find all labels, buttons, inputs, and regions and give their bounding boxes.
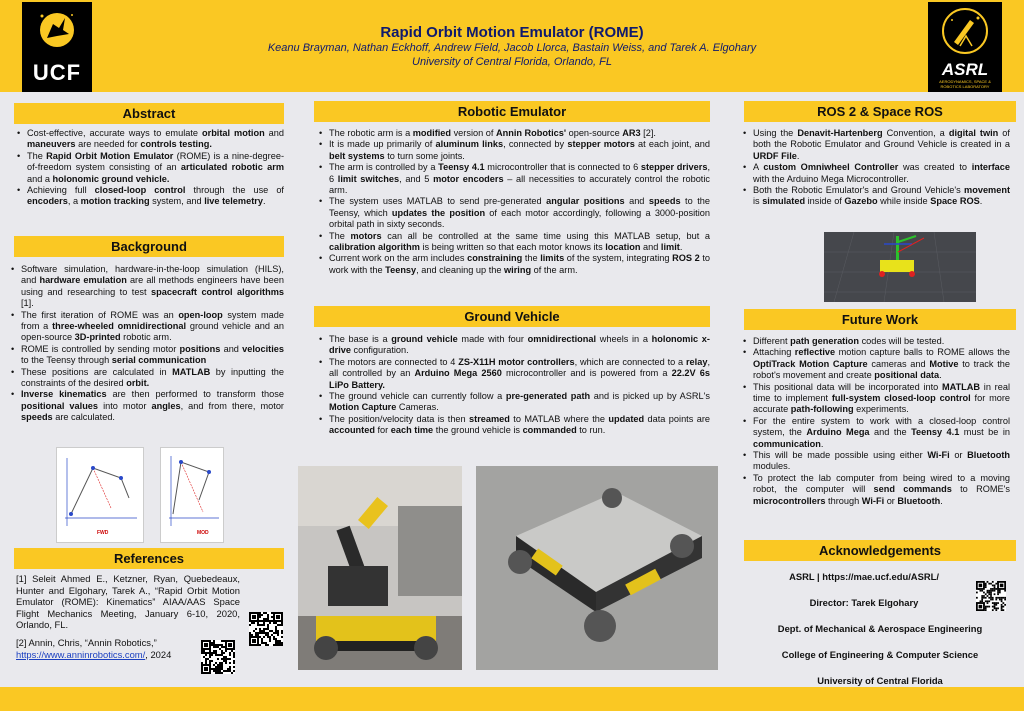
bold-text: maneuvers xyxy=(27,139,76,150)
bold-text: belt systems xyxy=(329,150,385,161)
text: , 6 xyxy=(329,162,710,184)
bold-text: custom Omniwheel Controller xyxy=(763,162,899,173)
bullet-item xyxy=(316,162,710,196)
bold-text: 22.2V 6s LiPo Battery. xyxy=(329,368,710,390)
bold-text: controls testing. xyxy=(140,139,212,150)
bold-text: digital twin xyxy=(948,128,999,138)
text: while inside xyxy=(877,196,931,207)
ack-lab-line: ASRL | https://mae.ucf.edu/ASRL/ xyxy=(789,571,939,582)
bold-text: path generation xyxy=(790,336,860,346)
ack-director-line: Director: Tarek Elgohary xyxy=(809,597,919,608)
bold-text: relay xyxy=(685,356,708,367)
ack-university-line: University of Central Florida xyxy=(817,675,943,686)
text: The robotic arm is a xyxy=(329,128,413,138)
bold-text: spacecraft control algorithms xyxy=(151,286,284,297)
text: The arm is controlled by a xyxy=(329,162,439,173)
text: microcontroller that is connected to 6 xyxy=(484,162,641,173)
text: This will be made possible using either xyxy=(753,450,928,461)
bold-text: streamed xyxy=(469,413,510,424)
text: , and from there, motor xyxy=(180,400,284,411)
text: The xyxy=(27,150,47,161)
bullet-item xyxy=(316,334,710,357)
bold-text: speeds xyxy=(21,412,53,423)
bold-text: encoders xyxy=(27,196,68,207)
text: system, and xyxy=(149,196,205,207)
bold-text: Wi-Fi xyxy=(927,450,950,461)
text: The base is a xyxy=(329,334,392,344)
text: open-source xyxy=(566,128,623,138)
bold-text: MATLAB xyxy=(941,381,981,392)
bold-text: 3D-printed xyxy=(74,332,121,343)
text: to run. xyxy=(576,425,606,436)
text: . xyxy=(939,370,942,381)
bullet-item xyxy=(14,185,284,208)
text: in real time to implement xyxy=(753,381,1010,404)
qr-code-asrl[interactable] xyxy=(976,581,1006,611)
text: for xyxy=(374,425,391,436)
bold-text: positions xyxy=(179,343,221,354)
annin-robotics-link[interactable]: https://www.anninrobotics.com/ xyxy=(16,648,146,660)
bold-text: wiring xyxy=(504,264,532,275)
text: and a xyxy=(27,173,53,184)
bold-text: open-loop xyxy=(178,309,223,320)
text: and xyxy=(624,196,649,207)
mod-kinematics-figure xyxy=(160,447,224,543)
poster-affiliation: University of Central Florida, Orlando, FL xyxy=(412,56,612,68)
text: and xyxy=(640,242,661,253)
text: [2]. xyxy=(640,128,656,138)
text: to track the robot's movement and create xyxy=(753,358,1010,381)
text: . xyxy=(820,438,824,449)
poster-authors: Keanu Brayman, Nathan Eckhoff, Andrew Field, Jacob Llorca, Bastain Weiss, and Tarek A. Elgohary xyxy=(267,42,757,54)
ground-vehicle-list xyxy=(316,334,710,437)
bold-text: aluminum links xyxy=(435,139,504,150)
text: can all be controlled at the same time using this MATLAB setup, but a xyxy=(381,230,710,241)
text: To protect the lab computer from being wired to a moving robot, the computer will xyxy=(753,472,1010,495)
text: . xyxy=(262,196,266,207)
text: and is picked up by ASRL's xyxy=(590,391,710,402)
ack-department-line: Dept. of Mechanical & Aerospace Engineering xyxy=(777,623,983,634)
bullet-item xyxy=(8,367,284,390)
text: Different xyxy=(753,336,791,346)
qr-code-reference-2[interactable] xyxy=(201,640,235,674)
bold-text: ZS-X11H motor controllers xyxy=(458,356,575,367)
text: version of xyxy=(451,128,496,138)
footer-banner xyxy=(0,687,1024,711)
text: wheels in a xyxy=(596,334,652,344)
bold-text: Gazebo xyxy=(844,196,878,207)
text: of the system, integrating xyxy=(564,253,673,264)
bold-text: live telemetry xyxy=(204,196,263,207)
bold-text: Inverse kinematics xyxy=(21,389,107,400)
bold-text: Wi-Fi xyxy=(861,495,885,506)
robotic-emulator-body xyxy=(316,128,710,276)
reference-2-prefix: [2] Annin, Chris, “Annin Robotics,” xyxy=(16,636,157,648)
bullet-item xyxy=(740,382,1010,416)
text: This positional data will be incorporated into xyxy=(753,381,942,392)
robot-arm-illustration xyxy=(298,466,462,670)
text: robotic arm. xyxy=(120,332,172,343)
ack-college-line: College of Engineering & Computer Science xyxy=(781,649,979,660)
mod-figure-label: MOD xyxy=(197,530,209,536)
background-body xyxy=(8,264,284,424)
bold-text: AR3 xyxy=(622,128,641,138)
text: to the Teensy, which xyxy=(329,196,710,218)
bullet-item xyxy=(8,310,284,344)
text: microcontroller and is powered from a xyxy=(501,368,672,379)
text: The motors are connected to 4 xyxy=(329,356,459,367)
text: system made from a xyxy=(21,309,285,332)
bold-text: stepper drivers xyxy=(640,162,708,173)
bold-text: motion tracking xyxy=(80,196,150,207)
text: and xyxy=(220,343,243,354)
bullet-item xyxy=(740,162,1010,185)
text: These positions are calculated in xyxy=(21,366,173,377)
text: , a xyxy=(67,196,81,207)
references-heading: References xyxy=(14,548,284,569)
text: and the xyxy=(869,427,912,438)
text: of the arm. xyxy=(531,264,578,275)
bullet-item xyxy=(14,151,284,185)
bold-text: hardware emulation xyxy=(39,275,127,286)
text: The system uses MATLAB to send pre-generated xyxy=(329,196,547,207)
bullet-item xyxy=(316,139,710,162)
references-body xyxy=(14,573,284,666)
abstract-body xyxy=(14,128,284,208)
bold-text: OptiTrack Motion Capture xyxy=(753,358,868,369)
bold-text: Annin Robotics' xyxy=(495,128,567,138)
text: ground vehicle and an open-source xyxy=(21,321,285,343)
text: inside of xyxy=(805,196,845,207)
qr-code-icon xyxy=(976,581,1006,611)
bullet-item xyxy=(316,357,710,391)
text: must be in xyxy=(959,427,1011,438)
text: The xyxy=(329,230,351,241)
text: . xyxy=(796,150,800,161)
header-banner xyxy=(0,0,1024,92)
text: Current work on the arm includes xyxy=(329,253,468,264)
acknowledgements-heading: Acknowledgements xyxy=(744,540,1016,561)
bold-text: positional values xyxy=(21,400,99,411)
bold-text: accounted xyxy=(329,425,375,436)
telescope-icon xyxy=(940,6,990,56)
bullet-item xyxy=(316,196,710,230)
bullet-item xyxy=(316,391,710,414)
bold-text: updated xyxy=(608,413,645,424)
poster-title: Rapid Orbit Motion Emulator (ROME) xyxy=(380,24,644,41)
text: Using the xyxy=(753,128,798,138)
bold-text: MATLAB xyxy=(172,366,211,377)
asrl-logo-subtext: AERODYNAMICS, SPACE & ROBOTICS LABORATORY xyxy=(939,79,991,89)
bullet-item xyxy=(740,185,1010,208)
text: are all methods engineers have been using and researching to test xyxy=(21,275,284,297)
bullet-item xyxy=(316,128,710,139)
abstract-list xyxy=(14,128,284,208)
fwd-figure-label: FWD xyxy=(97,530,109,536)
bold-text: serial communication xyxy=(111,355,207,366)
bold-text: holonomic ground vehicle. xyxy=(52,173,170,184)
bold-text: positional data xyxy=(874,370,940,381)
bold-text: Motion Capture xyxy=(329,402,397,413)
bold-text: full-system closed-loop control xyxy=(831,393,971,404)
text: Cost-effective, accurate ways to emulate xyxy=(27,128,202,138)
bold-text: updates the position xyxy=(391,207,486,218)
text: configuration. xyxy=(350,345,409,356)
text: the xyxy=(522,253,541,264)
text: Cameras. xyxy=(396,402,439,413)
bullet-item xyxy=(316,231,710,254)
text: Convention, a xyxy=(882,128,949,138)
bold-text: Arduino Mega xyxy=(806,427,870,438)
text: is being written so that each motor knows its xyxy=(419,242,606,253)
bold-text: limit switches xyxy=(337,173,400,184)
gazebo-scene xyxy=(824,232,976,302)
text: at each joint, and xyxy=(634,139,710,150)
mod-diagram xyxy=(161,448,225,544)
bold-text: Teensy xyxy=(385,264,417,275)
ucf-logo xyxy=(22,2,92,92)
ros2-body xyxy=(740,128,1010,208)
bold-text: URDF File xyxy=(753,150,797,161)
ros2-list xyxy=(740,128,1010,208)
bold-text: send commands xyxy=(873,484,952,495)
pegasus-icon xyxy=(37,10,77,50)
bold-text: Bluetooth xyxy=(897,495,941,506)
bold-text: ground vehicle xyxy=(391,334,458,344)
bullet-item xyxy=(740,416,1010,450)
asrl-logo xyxy=(928,2,1002,92)
bold-text: motor encoders xyxy=(433,173,504,184)
bold-text: calibration algorithm xyxy=(329,242,420,253)
ros2-heading: ROS 2 & Space ROS xyxy=(744,101,1016,122)
bold-text: speeds xyxy=(648,196,681,207)
text: through xyxy=(825,495,862,506)
text: [1]. xyxy=(21,298,34,309)
bold-text: Rapid Orbit Motion Emulator xyxy=(46,150,174,161)
text: , and 5 xyxy=(399,173,434,184)
bold-text: commanded xyxy=(522,425,577,436)
text: of both the Robotic Emulator and Ground Vehicle is created in a xyxy=(753,128,1010,150)
text: to ROME's xyxy=(951,484,1010,495)
background-heading: Background xyxy=(14,236,284,257)
text: through the use of xyxy=(185,185,284,196)
text: The first iteration of ROME was an xyxy=(21,309,179,320)
bullet-item xyxy=(8,389,284,423)
bold-text: angles xyxy=(151,400,181,411)
text: . xyxy=(940,495,943,506)
text: to the Teensy through xyxy=(21,355,112,366)
text: , and cleaning up the xyxy=(416,264,505,275)
reference-2 xyxy=(14,637,284,660)
ground-vehicle-body xyxy=(316,334,710,437)
gazebo-simulation-screenshot xyxy=(824,232,976,302)
bullet-item xyxy=(740,347,1010,381)
text: or xyxy=(884,495,898,506)
text: are calculated. xyxy=(52,412,115,423)
bold-text: angular positions xyxy=(546,196,625,207)
bold-text: holonomic x-drive xyxy=(329,334,710,356)
text: For the entire system to work with a closed-loop control system, the xyxy=(753,415,1010,438)
text: , connected by xyxy=(503,139,568,150)
text: Attaching xyxy=(753,347,795,358)
bullet-item xyxy=(740,473,1010,507)
qr-code-reference-1[interactable] xyxy=(249,612,283,646)
robotic-emulator-list xyxy=(316,128,710,276)
text: with the Arduino Mega Microcontroller. xyxy=(753,173,909,184)
background-list xyxy=(8,264,284,424)
text: codes will be tested. xyxy=(859,336,945,346)
reference-2-suffix: , 2024 xyxy=(145,648,172,660)
bold-text: Bluetooth xyxy=(967,450,1010,461)
bold-text: orbit. xyxy=(126,378,150,389)
bullet-item xyxy=(8,264,284,310)
bullet-item xyxy=(14,128,284,151)
bold-text: constraining xyxy=(467,253,523,264)
bullet-item xyxy=(8,344,284,367)
text: , which are connected to a xyxy=(574,356,686,367)
text: , all controlled by an xyxy=(329,356,710,379)
text: the ground vehicle is xyxy=(433,425,523,436)
bullet-item xyxy=(316,414,710,437)
text: Achieving full xyxy=(27,185,95,196)
ucf-logo-text: UCF xyxy=(32,60,82,85)
bold-text: limits xyxy=(540,253,565,264)
text: A xyxy=(753,162,764,173)
text: is xyxy=(753,196,763,207)
bold-text: closed-loop control xyxy=(94,185,186,196)
bold-text: location xyxy=(605,242,641,253)
robotic-emulator-heading: Robotic Emulator xyxy=(314,101,710,122)
bold-text: omnidirectional xyxy=(527,334,597,344)
bold-text: Teensy 4.1 xyxy=(911,427,960,438)
bullet-item xyxy=(740,128,1010,162)
reference-1: [1] Seleit Ahmed E., Ketzner, Ryan, Quebedeaux, Hunter and Elgohary, Tarek A., “Rapid Orbit Motion Emulator (ROME): Kinematics” AIAA/AAS Space Flight Mechanics Meeting, January 6-10, 2020, Orlando, FL. xyxy=(16,573,240,631)
text: into motor xyxy=(98,400,152,411)
text: The position/velocity data is then xyxy=(329,413,470,424)
bold-text: communication xyxy=(753,438,821,449)
text: to turn some joints. xyxy=(384,150,465,161)
ground-vehicle-photo xyxy=(476,466,718,670)
fwd-kinematics-figure xyxy=(56,447,144,543)
text: are then performed to transform those xyxy=(106,389,284,400)
bold-text: three-wheeled omnidirectional xyxy=(52,321,187,332)
bold-text: orbital motion xyxy=(202,128,265,138)
bold-text: simulated xyxy=(762,196,806,207)
bold-text: modified xyxy=(412,128,452,138)
bold-text: movement xyxy=(964,185,1010,196)
bold-text: articulated robotic arm xyxy=(180,162,284,173)
bold-text: limit xyxy=(660,242,680,253)
text: modules. xyxy=(753,461,791,472)
bold-text: interface xyxy=(971,162,1010,173)
text: experiments. xyxy=(853,404,909,415)
bold-text: reflective xyxy=(794,347,836,358)
text: It is made up primarily of xyxy=(329,139,436,150)
bold-text: pre-generated path xyxy=(505,391,591,402)
text: – all necessities to accurately control the robotic arm. xyxy=(329,173,710,196)
bold-text: Arduino Mega 2560 xyxy=(414,368,502,379)
bold-text: velocities xyxy=(242,343,284,354)
text: by inputting the constraints of the desired xyxy=(21,366,285,389)
text: . xyxy=(979,196,983,207)
text: or xyxy=(949,450,968,461)
text: (ROME) is a nine-degree-of-freedom system consisting of an xyxy=(27,150,285,173)
bold-text: microcontrollers xyxy=(753,495,826,506)
ground-vehicle-heading: Ground Vehicle xyxy=(314,306,710,327)
future-work-body xyxy=(740,336,1010,507)
bold-text: Teensy 4.1 xyxy=(438,162,485,173)
text: to work with the xyxy=(329,253,710,275)
qr-code-icon xyxy=(249,612,283,646)
future-work-list xyxy=(740,336,1010,507)
bold-text: path-following xyxy=(790,404,854,415)
text: and xyxy=(264,128,284,138)
text: The ground vehicle can currently follow a xyxy=(329,391,506,402)
bold-text: ROS 2 xyxy=(672,253,700,264)
bold-text: Space ROS xyxy=(930,196,980,207)
text: to MATLAB where the xyxy=(509,413,609,424)
text: Software simulation, hardware-in-the-loop simulation (HILS), and xyxy=(21,264,284,286)
text: cameras and xyxy=(867,358,930,369)
text: ROME is controlled by sending motor xyxy=(21,343,180,354)
asrl-logo-text: ASRL xyxy=(941,60,989,79)
bullet-item xyxy=(316,253,710,276)
bold-text: each time xyxy=(390,425,434,436)
text: made with four xyxy=(457,334,528,344)
bullet-item xyxy=(740,336,1010,347)
text: data points are xyxy=(644,413,710,424)
bold-text: stepper motors xyxy=(567,139,635,150)
bold-text: motors xyxy=(350,230,382,241)
qr-code-icon xyxy=(201,640,235,674)
text: motion capture balls to ROME allows the xyxy=(835,347,1011,358)
bold-text: Denavit-Hartenberg xyxy=(797,128,883,138)
ground-vehicle-illustration xyxy=(476,466,718,670)
future-work-heading: Future Work xyxy=(744,309,1016,330)
text: was created to xyxy=(898,162,972,173)
text: are needed for xyxy=(75,139,141,150)
bullet-item xyxy=(740,450,1010,473)
abstract-heading: Abstract xyxy=(14,103,284,124)
text: for more accurate xyxy=(753,393,1011,415)
text: Both the Robotic Emulator's and Ground Vehicle's xyxy=(753,185,965,196)
robot-arm-photo xyxy=(298,466,462,670)
text: . xyxy=(679,242,683,253)
text: of each motor accordingly, following a 3000-position orbital path in sixty seconds. xyxy=(329,207,710,230)
bold-text: Motive xyxy=(929,358,959,369)
